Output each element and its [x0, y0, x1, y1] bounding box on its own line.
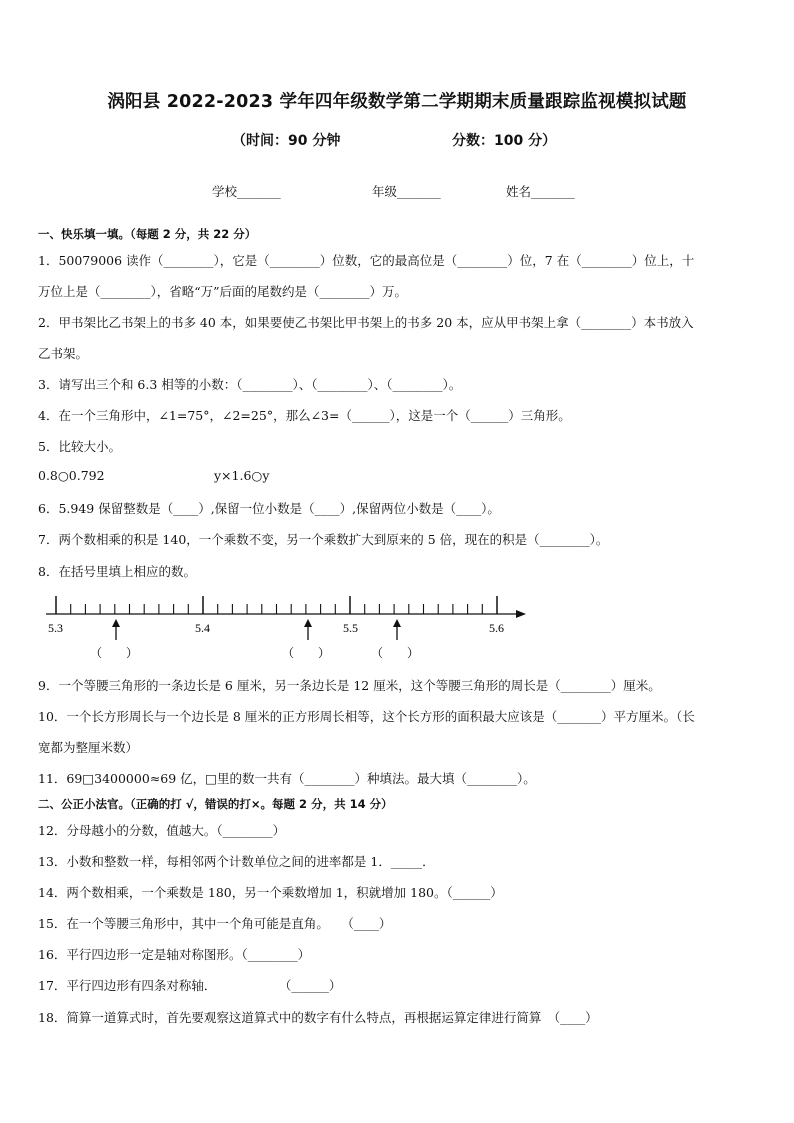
question-1-line1: 1．50079006 读作（________），它是（________）位数，它的最高位是（________）位，7 在（________）位上，十 — [38, 253, 695, 268]
grade-field[interactable]: 年级_______ — [372, 184, 441, 199]
page-title: 涡阳县 2022-2023 学年四年级数学第二学期期末质量跟踪监视模拟试题 — [107, 92, 687, 112]
question-5-items — [38, 468, 764, 483]
question-18: 18．简算一道算式时，首先要观察这道算式中的数字有什么特点，再根据运算定律进行简算 （____） — [38, 1010, 598, 1025]
tick-label-5-4: 5.4 — [195, 621, 210, 635]
question-11: 11．69□3400000≈69 亿，□里的数一共有（________）种填法。最大填（________）。 — [38, 771, 536, 786]
question-5: 5．比较大小。 — [38, 439, 121, 454]
tick-label-5-3: 5.3 — [48, 621, 63, 635]
answer-blank-3: （ ） — [371, 646, 420, 660]
tick-label-5-5: 5.5 — [343, 621, 358, 635]
question-1-line2: 万位上是（________），省略“万”后面的尾数约是（________）万。 — [38, 284, 408, 299]
question-15: 15．在一个等腰三角形中，其中一个角可能是直角。 （____） — [38, 916, 392, 931]
question-14: 14．两个数相乘，一个乘数是 180，另一个乘数增加 1，积就增加 180。（______） — [38, 885, 503, 900]
answer-blank-2: （ ） — [282, 646, 331, 660]
pointer-arrow-3 — [393, 619, 401, 640]
question-2-line1: 2．甲书架比乙书架上的书多 40 本，如果要使乙书架比甲书架上的书多 20 本，应从甲书架上拿（________）本书放入 — [38, 315, 694, 330]
question-16: 16．平行四边形一定是轴对称图形。（________） — [38, 947, 311, 962]
number-line-ticks — [56, 596, 497, 614]
question-6: 6．5.949 保留整数是（____）,保留一位小数是（____）,保留两位小数是（____）。 — [38, 501, 500, 516]
question-10-line1: 10．一个长方形周长与一个边长是 8 厘米的正方形周长相等，这个长方形的面积最大应该是（_______）平方厘米。（长 — [38, 709, 695, 724]
name-field[interactable]: 姓名_______ — [506, 184, 575, 199]
question-17: 17．平行四边形有四条对称轴． （______） — [38, 978, 342, 993]
question-7: 7．两个数相乘的积是 140，一个乘数不变，另一个乘数扩大到原来的 5 倍，现在的积是（________）。 — [38, 532, 609, 547]
answer-blank-1: （ ） — [90, 646, 139, 660]
question-3: 3．请写出三个和 6.3 相等的小数：（________）、（________）、（________）。 — [38, 377, 462, 392]
pointer-arrow-1 — [112, 619, 120, 640]
pointer-arrow-2 — [304, 619, 312, 640]
exam-time: （时间：90 分钟 — [232, 133, 341, 149]
question-2-line2: 乙书架。 — [38, 346, 89, 361]
compare-item-1: 0.8○0.792 — [38, 468, 105, 483]
section-title-fill-blanks: 一、快乐填一填。（每题 2 分，共 22 分） — [38, 227, 257, 241]
tick-label-5-6: 5.6 — [489, 621, 504, 635]
question-13: 13．小数和整数一样，每相邻两个计数单位之间的进率都是 1．_____． — [38, 854, 435, 869]
section-title-true-false: 二、公正小法官。（正确的打 √，错误的打×。每题 2 分，共 14 分） — [38, 797, 393, 811]
question-10-line2: 宽都为整厘米数） — [38, 740, 139, 755]
number-line-arrowhead — [516, 610, 526, 618]
question-12: 12．分母越小的分数，值越大。（________） — [38, 823, 286, 838]
question-8: 8．在括号里填上相应的数。 — [38, 564, 196, 579]
number-line-figure — [40, 590, 540, 670]
compare-item-2: y×1.6○y — [214, 468, 270, 483]
question-4: 4．在一个三角形中，∠1=75°，∠2=25°，那么∠3=（______），这是一个（______）三角形。 — [38, 408, 571, 423]
exam-score: 分数：100 分） — [452, 133, 557, 149]
school-field[interactable]: 学校_______ — [212, 184, 281, 199]
question-9: 9．一个等腰三角形的一条边长是 6 厘米，另一条边长是 12 厘米，这个等腰三角形的周长是（________）厘米。 — [38, 678, 661, 693]
